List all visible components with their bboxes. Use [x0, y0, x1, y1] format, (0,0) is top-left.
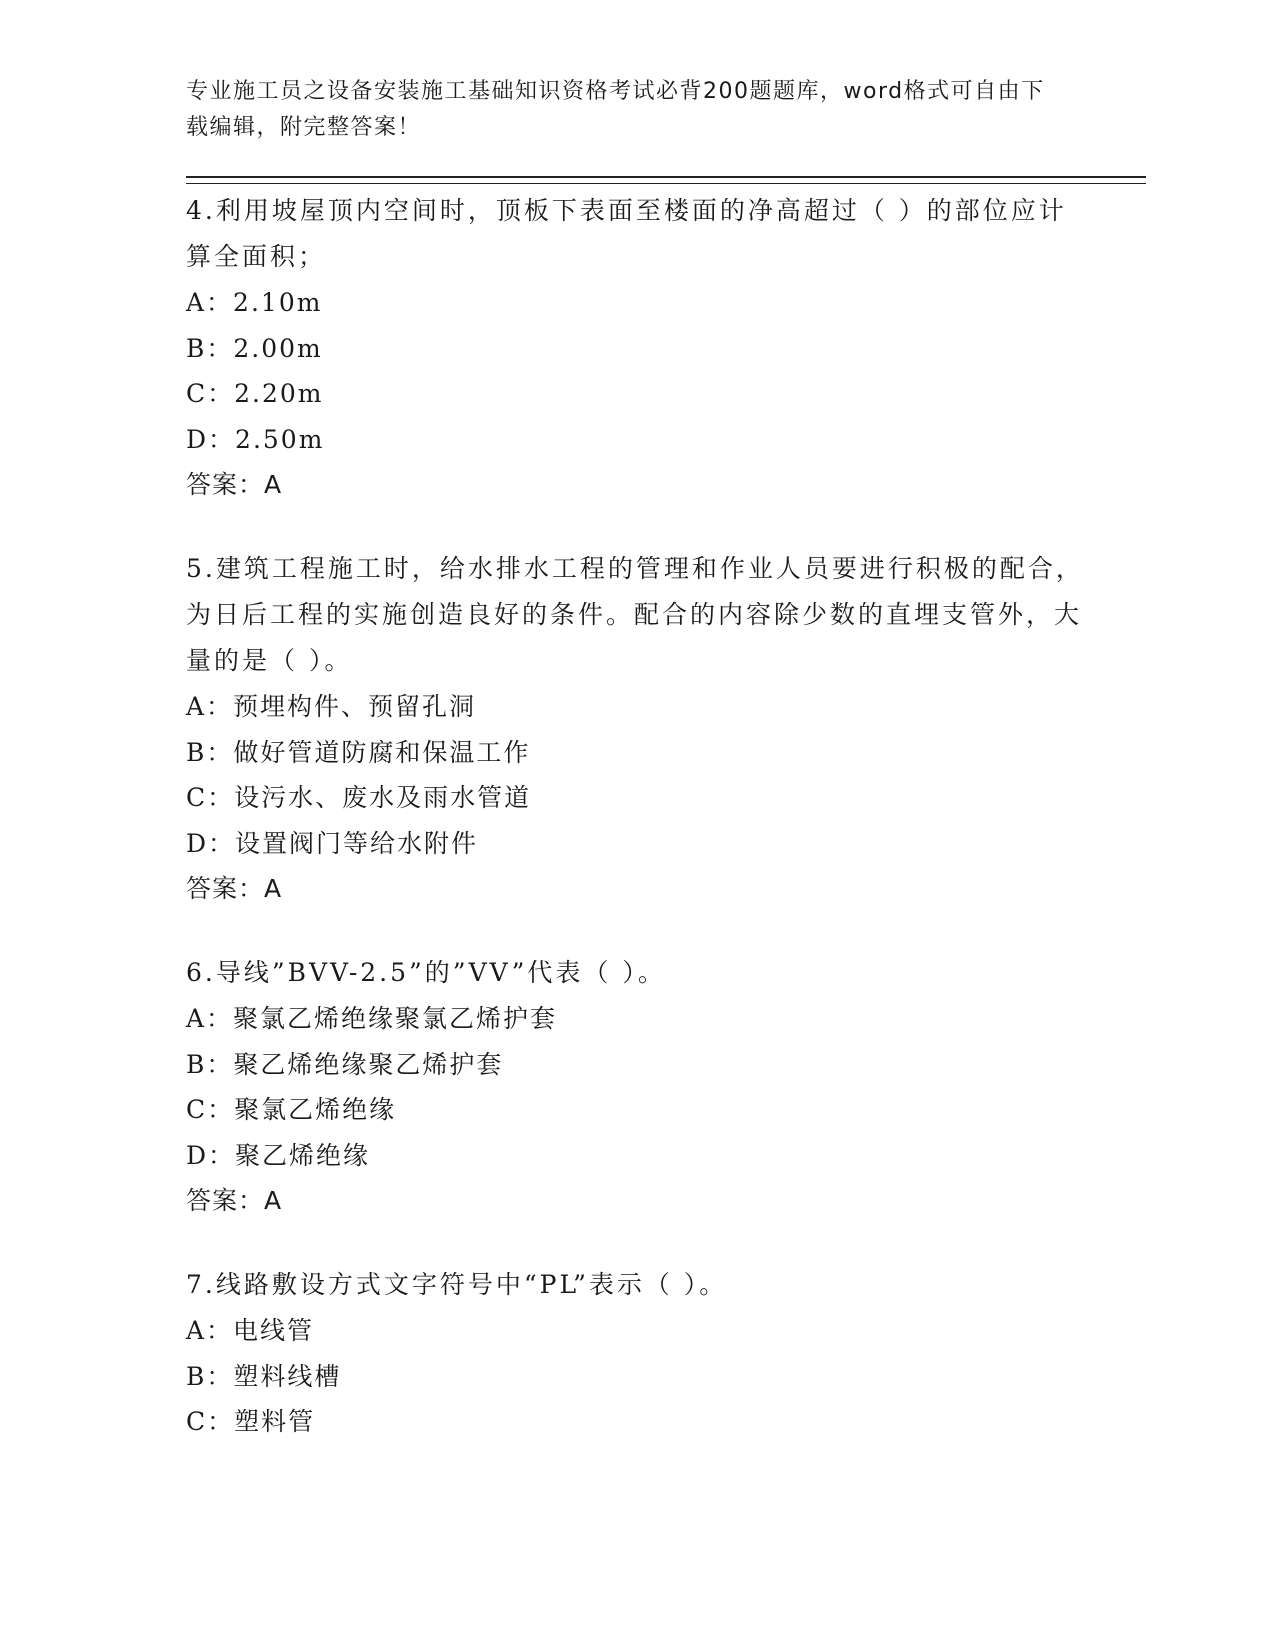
question-list: [186, 188, 1086, 1483]
answer: 答案：A: [186, 874, 283, 903]
document-header: 专业施工员之设备安装施工基础知识资格考试必背200题题库，word格式可自由下载编辑，附完整答案！: [186, 79, 1045, 140]
option-a: A：2.10m: [186, 288, 323, 317]
header-rule-thin: [186, 183, 1146, 184]
option-d: D：聚乙烯绝缘: [186, 1140, 371, 1170]
question-stem: 4.利用坡屋顶内空间时，顶板下表面至楼面的净高超过（ ）的部位应计算全面积；: [186, 196, 1067, 271]
option-b: B：2.00m: [186, 333, 323, 363]
question-4: [186, 188, 1086, 508]
question-stem: 5.建筑工程施工时，给水排水工程的管理和作业人员要进行积极的配合，为日后工程的实施创造良好的条件。配合的内容除少数的直埋支管外，大量的是（ ）。: [186, 554, 1084, 675]
question-5: [186, 546, 1086, 912]
option-b: B：聚乙烯绝缘聚乙烯护套: [186, 1049, 504, 1079]
option-b: B：做好管道防腐和保温工作: [186, 737, 531, 767]
question-stem: 6.导线”BVV-2.5”的”VV”代表（ ）。: [186, 958, 666, 987]
option-c: C：聚氯乙烯绝缘: [186, 1095, 397, 1124]
option-b: B：塑料线槽: [186, 1361, 342, 1391]
option-d: D：设置阀门等给水附件: [186, 828, 479, 858]
question-7: [186, 1262, 1086, 1445]
option-c: C：塑料管: [186, 1407, 316, 1436]
question-stem: 7.线路敷设方式文字符号中“PL”表示（ ）。: [186, 1270, 728, 1299]
option-c: C：2.20m: [186, 379, 324, 408]
question-6: [186, 950, 1086, 1224]
option-a: A：聚氯乙烯绝缘聚氯乙烯护套: [186, 1004, 558, 1033]
option-a: A：预埋构件、预留孔洞: [186, 692, 477, 721]
option-d: D：2.50m: [186, 424, 325, 454]
header-rule-thick: [186, 176, 1146, 178]
option-c: C：设污水、废水及雨水管道: [186, 783, 532, 812]
answer: 答案：A: [186, 470, 283, 499]
answer: 答案：A: [186, 1186, 283, 1215]
option-a: A：电线管: [186, 1316, 315, 1345]
